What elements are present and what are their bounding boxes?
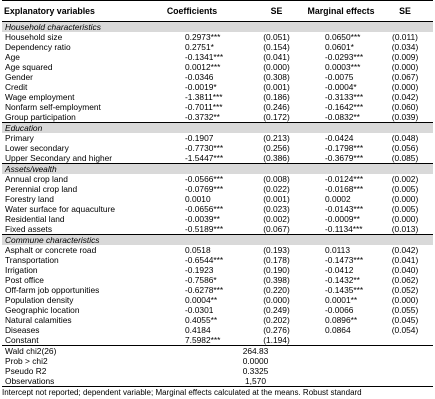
variable-name: Off-farm job opportunities [5,285,100,295]
standard-error-value: (0.249) [263,305,290,315]
marginal-effect-value: 0.0002 [325,194,351,204]
coefficient-value: 7.5982*** [185,335,221,345]
table-row [2,315,433,325]
standard-error-value: (0.186) [263,92,290,102]
variable-name: Dependency ratio [5,42,71,52]
marginal-se-value: (0.000) [391,62,419,72]
marginal-effect-value [305,335,377,346]
standard-error-value: (0.193) [263,245,290,255]
coefficient-value: 0.0518 [185,245,211,255]
marginal-effect-value: -0.0004* [325,82,357,92]
marginal-se-value: (0.005) [391,184,419,194]
coefficient-value: 0.2973*** [185,32,221,42]
table-row [2,143,433,153]
section-title: Household characteristics [2,22,433,33]
standard-error-value: (0.256) [263,143,290,153]
coefficient-value: -0.0019* [185,82,217,92]
standard-error-value: (0.398) [263,275,290,285]
marginal-effect-value: 0.0896** [325,315,358,325]
marginal-effect-value: -0.1798*** [325,143,364,153]
stat-name: Observations [2,376,136,387]
marginal-se-value: (0.000) [391,82,419,92]
variable-name: Perennial crop land [5,184,78,194]
regression-table [2,0,433,387]
section-header-row [2,164,433,175]
marginal-se-value: (0.048) [391,133,419,143]
variable-name: Upper Secondary and higher [5,153,113,163]
marginal-se-value: (0.000) [391,194,419,204]
stat-value: 0.3325 [242,366,269,376]
coefficient-value: -0.7586* [185,275,217,285]
section-title: Education [2,123,433,134]
table-row [2,72,433,82]
table-row [2,275,433,285]
regression-table-container [2,0,433,387]
coefficient-value: -0.0656*** [185,204,224,214]
header-explanatory-variables: Explanatory variables [2,1,136,22]
standard-error-value: (0.190) [263,265,290,275]
stat-value: 264.83 [136,346,377,357]
variable-name: Lower secondary [5,143,69,153]
marginal-effect-value: -0.0066 [325,305,354,315]
table-row [2,265,433,275]
section-header-row [2,123,433,134]
marginal-effect-value: 0.0650*** [325,32,361,42]
variable-name: Age squared [5,62,53,72]
marginal-se-value: (0.054) [391,325,419,335]
standard-error-value: (0.172) [263,112,290,122]
stat-name: Wald chi2(26) [2,346,136,357]
marginal-se-value: (0.034) [391,42,419,52]
coefficient-value: -1.3811*** [185,92,223,102]
marginal-se-value: (0.042) [391,245,419,255]
variable-name: Credit [5,82,28,92]
standard-error-value: (0.202) [263,315,290,325]
stat-name: Pseudo R2 [5,366,47,376]
table-row [2,204,433,214]
table-row [2,214,433,224]
coefficient-value: -0.1907 [185,133,214,143]
table-row [2,295,433,305]
marginal-se-value: (0.055) [391,305,419,315]
coefficient-value: -1.5447*** [185,153,224,163]
coefficient-value: -0.0346 [185,72,214,82]
marginal-effect-value: -0.0143*** [325,204,364,214]
standard-error-value: (0.000) [263,295,290,305]
marginal-effect-value: -0.0424 [325,133,354,143]
variable-name: Wage employment [5,92,75,102]
marginal-effect-value: -0.1642*** [325,102,364,112]
marginal-se-value: (0.000) [391,214,419,224]
coefficient-value: -0.7011*** [185,102,223,112]
header-marginal-effects: Marginal effects [305,1,377,22]
standard-error-value: (0.178) [263,255,290,265]
stat-value: 1,570 [136,376,377,387]
marginal-se-value: (0.056) [391,143,419,153]
standard-error-value: (0.154) [263,42,290,52]
header-se-marginal: SE [377,1,433,22]
marginal-se-value: (0.062) [391,275,419,285]
variable-name: Geographic location [5,305,80,315]
marginal-effect-value: -0.1134*** [325,224,363,234]
standard-error-value: (0.002) [263,214,290,224]
variable-name: Post office [5,275,44,285]
coefficient-value: -0.0039** [185,214,220,224]
marginal-se-value: (0.039) [391,112,419,122]
marginal-effect-value: -0.0168*** [325,184,364,194]
marginal-se-value: (0.002) [391,174,419,184]
coefficient-value: 0.2751* [185,42,214,52]
table-row [2,305,433,315]
table-row [2,255,433,265]
table-row [2,224,433,235]
marginal-effect-value: -0.3679*** [325,153,364,163]
marginal-effect-value: -0.0412 [325,265,354,275]
marginal-effect-value: -0.1432** [325,275,360,285]
variable-name: Group participation [5,112,76,122]
header-se: SE [248,1,305,22]
variable-name: Residential land [5,214,65,224]
table-row [2,335,433,346]
marginal-effect-value: 0.0113 [325,245,350,255]
table-row [2,133,433,143]
marginal-se-value: (0.042) [391,92,419,102]
coefficient-value: -0.3732** [185,112,220,122]
table-row [2,194,433,204]
variable-name: Primary [5,133,34,143]
stat-row [2,366,433,376]
variable-name: Nonfarm self-employment [5,102,101,112]
variable-name: Transportation [5,255,59,265]
table-row [2,52,433,62]
table-row [2,32,433,42]
coefficient-value: -0.6544*** [185,255,224,265]
table-row [2,42,433,52]
variable-name: Asphalt or concrete road [5,245,97,255]
stat-row [2,356,433,366]
variable-name: Natural calamities [5,315,72,325]
standard-error-value: (0.022) [263,184,290,194]
marginal-se-value: (0.060) [391,102,419,112]
table-row [2,184,433,194]
marginal-effect-value: -0.1473*** [325,255,364,265]
coefficient-value: -0.1341*** [185,52,224,62]
table-row [2,82,433,92]
marginal-se-value: (0.009) [391,52,419,62]
section-header-row [2,22,433,33]
variable-name: Gender [5,72,33,82]
marginal-effect-value: 0.0601* [325,42,354,52]
stat-empty-cell [377,346,433,357]
variable-name: Annual crop land [5,174,68,184]
variable-name: Diseases [5,325,40,335]
marginal-se-value: (0.052) [391,285,419,295]
section-title: Assets/wealth [2,164,433,175]
table-body [2,22,433,387]
marginal-se-value: (0.005) [391,204,419,214]
standard-error-value: (0.246) [263,102,290,112]
section-title: Commune characteristics [2,235,433,246]
table-row [2,153,433,164]
table-row [2,174,433,184]
variable-name: Constant [5,335,39,345]
standard-error-value: (0.001) [263,82,290,92]
table-row [2,325,433,335]
marginal-effect-value: -0.1435*** [325,285,364,295]
coefficient-value: 0.0004** [185,295,218,305]
header-coefficients: Coefficients [136,1,248,22]
standard-error-value: (0.051) [263,32,290,42]
standard-error-value: (0.008) [263,174,290,184]
standard-error-value: (1.194) [263,335,290,345]
variable-name: Age [5,52,20,62]
coefficient-value: 0.4184 [185,325,211,335]
marginal-effect-value: -0.0832** [325,112,360,122]
marginal-se-value: (0.085) [391,153,419,163]
variable-name: Fixed assets [5,224,53,234]
variable-name: Water surface for aquaculture [5,204,116,214]
marginal-se-value: (0.013) [391,224,419,234]
stat-row [2,376,433,387]
coefficient-value: -0.0301 [185,305,214,315]
marginal-effect-value: 0.0864 [325,325,351,335]
variable-name: Population density [5,295,74,305]
table-row [2,112,433,123]
marginal-effect-value: -0.0124*** [325,174,364,184]
coefficient-value: -0.7730*** [185,143,224,153]
stat-empty-cell [377,376,433,387]
table-row [2,245,433,255]
variable-name: Household size [5,32,63,42]
marginal-effect-value: -0.0293*** [325,52,364,62]
variable-name: Irrigation [5,265,38,275]
marginal-effect-value: 0.0001** [325,295,358,305]
marginal-effect-value: -0.3133*** [325,92,364,102]
marginal-se-value: (0.041) [391,255,419,265]
marginal-se-value [377,335,433,346]
coefficient-value: -0.0566*** [185,174,224,184]
stat-value: 0.0000 [242,356,269,366]
marginal-se-value: (0.000) [391,295,419,305]
coefficient-value: 0.0010 [185,194,211,204]
stat-row [2,346,433,357]
standard-error-value: (0.220) [263,285,290,295]
table-row [2,62,433,72]
standard-error-value: (0.213) [263,133,290,143]
standard-error-value: (0.000) [263,62,290,72]
standard-error-value: (0.041) [263,52,290,62]
standard-error-value: (0.023) [263,204,290,214]
standard-error-value: (0.276) [263,325,290,335]
marginal-effect-value: -0.0075 [325,72,354,82]
table-row [2,285,433,295]
marginal-se-value: (0.045) [391,315,419,325]
coefficient-value: 0.4055** [185,315,218,325]
standard-error-value: (0.067) [263,224,290,234]
table-footnote: Intercept not reported; dependent variable; Marginal effects calculated at the means. Robust standard [2,388,362,397]
marginal-se-value: (0.011) [392,32,418,42]
stat-empty-cell [377,366,433,376]
marginal-se-value: (0.040) [391,265,419,275]
marginal-effect-value: -0.0009** [325,214,360,224]
table-row [2,102,433,112]
marginal-se-value: (0.067) [391,72,419,82]
stat-empty-cell [377,356,433,366]
table-row [2,92,433,102]
coefficient-value: -0.0769*** [185,184,224,194]
coefficient-value: 0.0012*** [185,62,221,72]
standard-error-value: (0.001) [263,194,290,204]
coefficient-value: -0.1923 [185,265,214,275]
section-header-row [2,235,433,246]
coefficient-value: -0.6278*** [185,285,224,295]
standard-error-value: (0.308) [263,72,290,82]
coefficient-value: -0.5189*** [185,224,224,234]
variable-name: Forestry land [5,194,54,204]
standard-error-value: (0.386) [263,153,290,163]
marginal-effect-value: 0.0003*** [325,62,361,72]
stat-name: Prob > chi2 [5,356,48,366]
table-header-row [2,1,433,22]
